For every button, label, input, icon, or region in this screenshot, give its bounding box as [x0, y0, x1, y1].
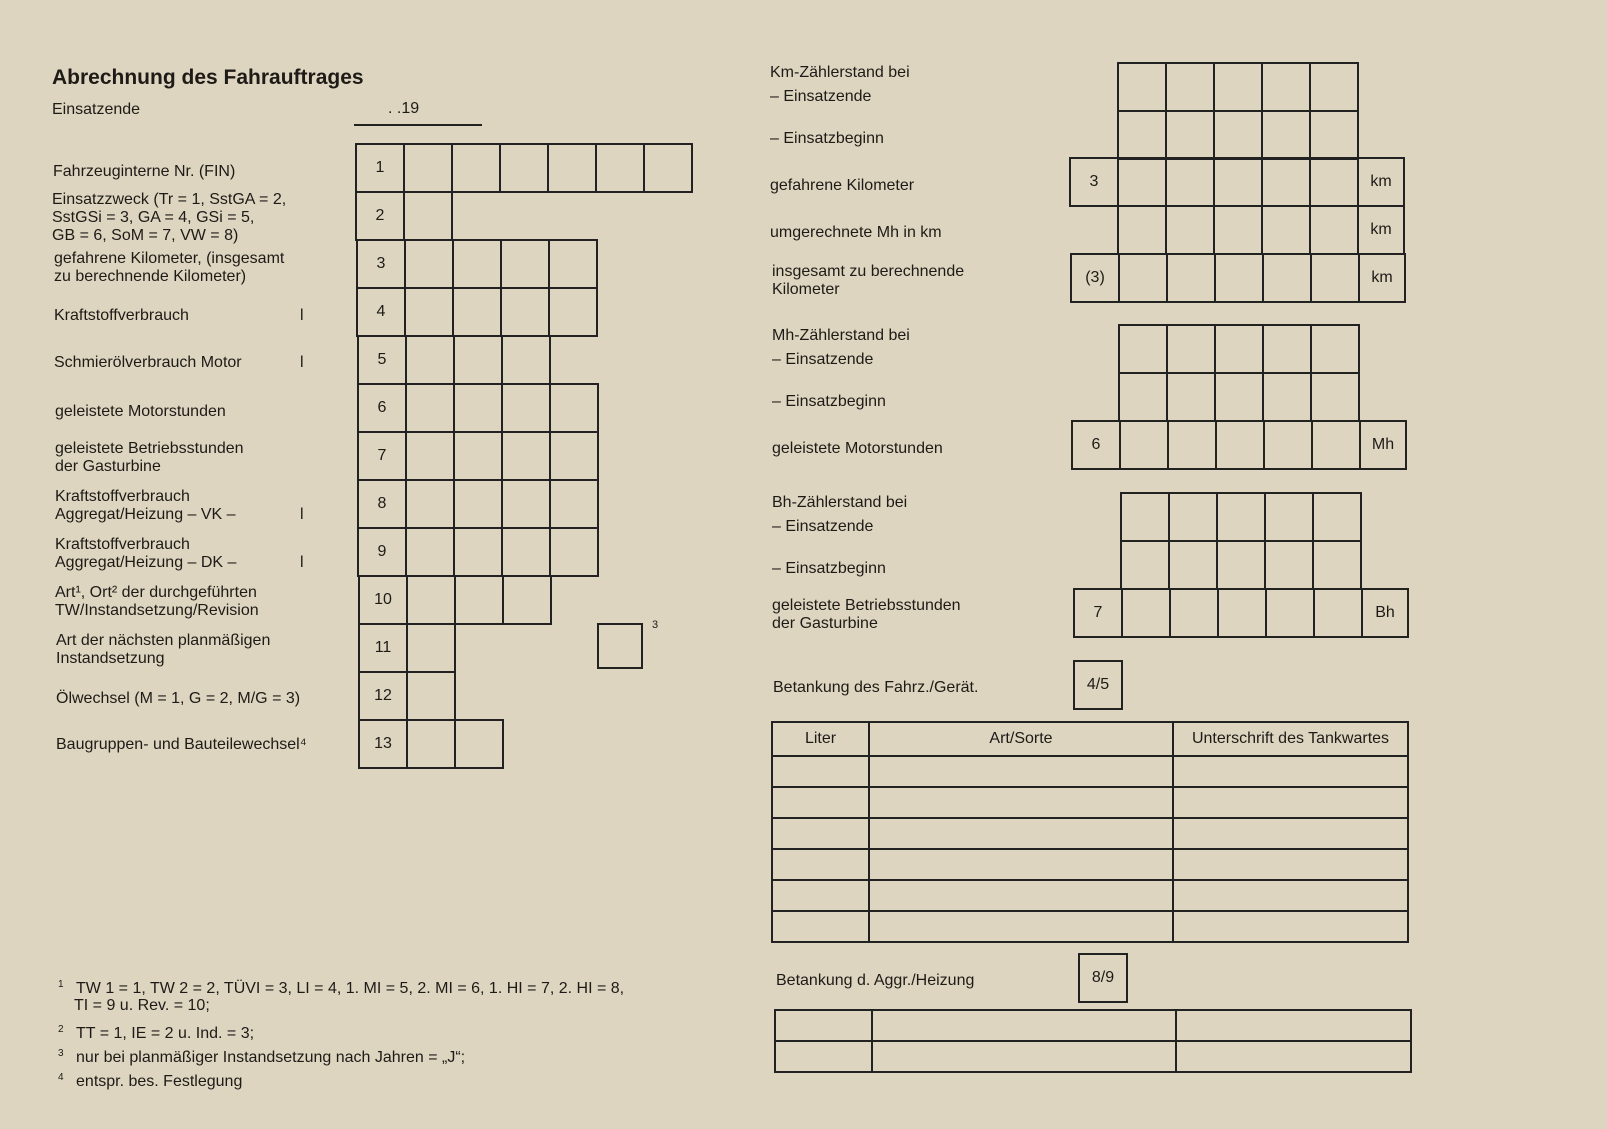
- mh-geleistet-field: [1071, 420, 1407, 470]
- footnote-mark: 2: [58, 1024, 64, 1035]
- input-cell[interactable]: [1213, 205, 1263, 255]
- input-cell[interactable]: [1309, 62, 1359, 112]
- input-cell[interactable]: [1118, 324, 1168, 374]
- input-cell[interactable]: [1168, 492, 1218, 542]
- input-cell[interactable]: [1309, 205, 1359, 255]
- table-cell[interactable]: [1173, 911, 1408, 942]
- table-row: [772, 787, 1408, 818]
- input-cell[interactable]: [549, 431, 599, 481]
- motorstunden-field: [357, 383, 599, 433]
- bauteilewechsel-field: [358, 719, 504, 769]
- input-cell[interactable]: [1165, 157, 1215, 207]
- row-10-label-line2: TW/Instandsetzung/Revision: [55, 602, 259, 619]
- input-cell[interactable]: [1265, 588, 1315, 638]
- row-5-number: 5: [357, 335, 407, 385]
- km-unit: km: [1358, 253, 1406, 303]
- table-cell[interactable]: [1173, 787, 1408, 818]
- input-cell[interactable]: [1117, 62, 1167, 112]
- input-cell[interactable]: [453, 527, 503, 577]
- betankung-aggregat-label: Betankung d. Aggr./Heizung: [776, 972, 975, 989]
- input-cell[interactable]: [1261, 62, 1311, 112]
- row-11-label: Art der nächsten planmäßigen: [56, 632, 271, 649]
- input-cell[interactable]: [501, 431, 551, 481]
- table-cell[interactable]: [1176, 1041, 1411, 1072]
- footnote-text: TT = 1, IE = 2 u. Ind. = 3;: [76, 1025, 255, 1043]
- input-cell[interactable]: [1120, 492, 1170, 542]
- km-unit: km: [1357, 157, 1405, 207]
- row-13-number: 13: [358, 719, 408, 769]
- input-cell[interactable]: [549, 383, 599, 433]
- input-cell[interactable]: [453, 335, 503, 385]
- input-cell[interactable]: [1213, 157, 1263, 207]
- table-cell[interactable]: [869, 911, 1173, 942]
- input-cell[interactable]: [405, 383, 455, 433]
- row-2-label: Einsatzzweck (Tr = 1, SstGA = 2,: [52, 191, 287, 208]
- mh-beginn-field: [1118, 372, 1360, 422]
- input-cell[interactable]: [452, 239, 502, 289]
- betankung-aggregat-code: 8/9: [1078, 953, 1128, 1003]
- input-cell[interactable]: [1169, 588, 1219, 638]
- table-row: [772, 911, 1408, 942]
- km-einsatzbeginn-label: – Einsatzbeginn: [770, 130, 884, 147]
- row-8-label: Kraftstoffverbrauch: [55, 488, 190, 505]
- km-einsatzende-label: – Einsatzende: [770, 88, 872, 105]
- mh-unit: Mh: [1359, 420, 1407, 470]
- input-cell[interactable]: [500, 239, 550, 289]
- input-cell[interactable]: [549, 527, 599, 577]
- km-gefahren-code: 3: [1069, 157, 1119, 207]
- table-cell[interactable]: [1173, 880, 1408, 911]
- input-cell[interactable]: [454, 719, 504, 769]
- bh-heading: Bh-Zählerstand bei: [772, 494, 908, 511]
- fin-cell[interactable]: [643, 143, 693, 193]
- input-cell[interactable]: [405, 527, 455, 577]
- table-row: [772, 880, 1408, 911]
- einsatzzweck-field: [355, 191, 453, 241]
- input-cell[interactable]: [406, 671, 456, 721]
- kilometer-field: [356, 239, 598, 289]
- fin-cell[interactable]: [595, 143, 645, 193]
- input-cell[interactable]: [453, 479, 503, 529]
- einsatzende-date: . .19: [388, 100, 420, 117]
- input-cell[interactable]: [453, 431, 503, 481]
- fin-cell[interactable]: [547, 143, 597, 193]
- bh-ende-field: [1120, 492, 1362, 542]
- table-cell[interactable]: [775, 1041, 872, 1072]
- input-cell[interactable]: [500, 287, 550, 337]
- table-row: [775, 1010, 1411, 1041]
- table-cell[interactable]: [869, 756, 1173, 787]
- input-cell[interactable]: [1167, 420, 1217, 470]
- input-cell[interactable]: [1118, 253, 1168, 303]
- betankung-fahrzeug-table: [771, 721, 1409, 943]
- oelwechsel-field: [358, 671, 456, 721]
- input-cell[interactable]: [1117, 110, 1167, 160]
- row-11-number: 11: [358, 623, 408, 673]
- km-umgerechnet-label: umgerechnete Mh in km: [770, 224, 942, 241]
- bh-einsatzende-label: – Einsatzende: [772, 518, 874, 535]
- row-9-number: 9: [357, 527, 407, 577]
- table-cell[interactable]: [1173, 756, 1408, 787]
- row-2-label-line3: GB = 6, SoM = 7, VW = 8): [52, 227, 239, 244]
- input-cell[interactable]: [406, 575, 456, 625]
- input-cell[interactable]: [1121, 588, 1171, 638]
- table-row: [772, 818, 1408, 849]
- footnote-mark: 4: [58, 1072, 64, 1083]
- bh-unit: Bh: [1361, 588, 1409, 638]
- table-cell[interactable]: [869, 818, 1173, 849]
- input-cell[interactable]: [1214, 372, 1264, 422]
- footnote-text: nur bei planmäßiger Instandsetzung nach Jahren = „J“;: [76, 1049, 466, 1067]
- input-cell[interactable]: [501, 479, 551, 529]
- table-cell[interactable]: [1173, 818, 1408, 849]
- table-row: [775, 1041, 1411, 1072]
- input-cell[interactable]: [404, 287, 454, 337]
- schmieroel-field: [357, 335, 551, 385]
- row-7-label: geleistete Betriebsstunden: [55, 440, 244, 457]
- footnote-1-continued: [74, 995, 210, 1016]
- km-insgesamt-label-line2: Kilometer: [772, 281, 840, 298]
- input-cell[interactable]: [1310, 253, 1360, 303]
- fin-cell[interactable]: [403, 143, 453, 193]
- row-5-unit: l: [300, 354, 304, 371]
- row-13-label: Baugruppen- und Bauteilewechsel⁴: [56, 736, 307, 753]
- input-cell[interactable]: [404, 239, 454, 289]
- row-7-number: 7: [357, 431, 407, 481]
- bh-beginn-field: [1120, 540, 1362, 590]
- table-cell[interactable]: [772, 818, 869, 849]
- kraftstoff-field: [356, 287, 598, 337]
- table-cell[interactable]: [772, 880, 869, 911]
- row-11-label-line2: Instandsetzung: [56, 650, 165, 667]
- footnote-text: entspr. bes. Festlegung: [76, 1073, 243, 1091]
- input-cell[interactable]: [452, 287, 502, 337]
- bh-geleistet-label: geleistete Betriebsstunden: [772, 597, 961, 614]
- row-12-number: 12: [358, 671, 408, 721]
- row-6-number: 6: [357, 383, 407, 433]
- input-cell[interactable]: [403, 191, 453, 241]
- mh-heading: Mh-Zählerstand bei: [772, 327, 910, 344]
- input-cell[interactable]: [1214, 324, 1264, 374]
- bh-code: 7: [1073, 588, 1123, 638]
- row-6-label: geleistete Motorstunden: [55, 403, 226, 420]
- table-cell[interactable]: [772, 756, 869, 787]
- input-cell[interactable]: [1262, 253, 1312, 303]
- kraftstoff-dk-field: [357, 527, 599, 577]
- input-cell[interactable]: [1262, 372, 1312, 422]
- input-cell[interactable]: [1312, 540, 1362, 590]
- input-cell[interactable]: [1262, 324, 1312, 374]
- input-cell[interactable]: [1310, 324, 1360, 374]
- km-gefahren-field: [1069, 157, 1405, 207]
- input-cell[interactable]: [1118, 372, 1168, 422]
- row-9-label: Kraftstoffverbrauch: [55, 536, 190, 553]
- row-7-label-line2: der Gasturbine: [55, 458, 161, 475]
- km-umgerechnet-field: [1117, 205, 1405, 255]
- input-cell[interactable]: [1309, 157, 1359, 207]
- betankung-fahrzeug-code: 4/5: [1073, 660, 1123, 710]
- bh-geleistet-field: [1073, 588, 1409, 638]
- input-cell[interactable]: [502, 575, 552, 625]
- einsatzende-label: Einsatzende: [52, 101, 141, 118]
- input-cell[interactable]: [1216, 492, 1266, 542]
- input-cell[interactable]: [501, 383, 551, 433]
- km-ende-field: [1117, 62, 1359, 112]
- fin-cell[interactable]: [499, 143, 549, 193]
- input-cell[interactable]: [1215, 420, 1265, 470]
- table-cell[interactable]: [772, 849, 869, 880]
- input-cell[interactable]: [501, 335, 551, 385]
- km-insgesamt-label: insgesamt zu berechnende: [772, 263, 965, 280]
- year-box[interactable]: [597, 623, 643, 669]
- column-header-liter: Liter: [772, 722, 869, 756]
- table-cell[interactable]: [869, 787, 1173, 818]
- mh-ende-field: [1118, 324, 1360, 374]
- input-cell[interactable]: [405, 335, 455, 385]
- row-3-number: 3: [356, 239, 406, 289]
- fin-field: [355, 143, 693, 193]
- input-cell[interactable]: [1213, 110, 1263, 160]
- input-cell[interactable]: [453, 383, 503, 433]
- table-cell[interactable]: [772, 787, 869, 818]
- input-cell[interactable]: [405, 431, 455, 481]
- row-8-label-line2: Aggregat/Heizung – VK –: [55, 506, 236, 523]
- row-9-unit: l: [300, 554, 304, 571]
- input-cell[interactable]: [1261, 157, 1311, 207]
- bh-geleistet-label-line2: der Gasturbine: [772, 615, 878, 632]
- column-header-art-sorte: Art/Sorte: [869, 722, 1173, 756]
- input-cell[interactable]: [1217, 588, 1267, 638]
- table-cell[interactable]: [872, 1010, 1176, 1041]
- input-cell[interactable]: [1310, 372, 1360, 422]
- km-beginn-field: [1117, 110, 1359, 160]
- row-3-label: gefahrene Kilometer, (insgesamt: [54, 250, 285, 267]
- input-cell[interactable]: [1214, 253, 1264, 303]
- footnote-3: [58, 1043, 465, 1068]
- input-cell[interactable]: [406, 719, 456, 769]
- row-4-unit: l: [300, 307, 304, 324]
- input-cell[interactable]: [548, 239, 598, 289]
- km-unit: km: [1357, 205, 1405, 255]
- input-cell[interactable]: [548, 287, 598, 337]
- naechste-instandsetzung-field: [358, 623, 456, 673]
- input-cell[interactable]: [1313, 588, 1363, 638]
- input-cell[interactable]: [454, 575, 504, 625]
- mh-code: 6: [1071, 420, 1121, 470]
- row-9-label-line2: Aggregat/Heizung – DK –: [55, 554, 237, 571]
- table-cell[interactable]: [772, 911, 869, 942]
- row-2-number: 2: [355, 191, 405, 241]
- input-cell[interactable]: [1166, 324, 1216, 374]
- input-cell[interactable]: [1264, 540, 1314, 590]
- input-cell[interactable]: [1165, 205, 1215, 255]
- table-cell[interactable]: [775, 1010, 872, 1041]
- table-cell[interactable]: [1176, 1010, 1411, 1041]
- table-cell[interactable]: [869, 880, 1173, 911]
- km-gefahren-label: gefahrene Kilometer: [770, 177, 915, 194]
- input-cell[interactable]: [1165, 110, 1215, 160]
- footnote-3-mark: 3: [652, 619, 659, 631]
- table-cell[interactable]: [869, 849, 1173, 880]
- input-cell[interactable]: [406, 623, 456, 673]
- row-8-unit: l: [300, 506, 304, 523]
- input-cell[interactable]: [1168, 540, 1218, 590]
- row-12-label: Ölwechsel (M = 1, G = 2, M/G = 3): [56, 690, 301, 707]
- instandsetzung-field: [358, 575, 552, 625]
- row-1-label: Fahrzeuginterne Nr. (FIN): [53, 163, 236, 180]
- input-cell[interactable]: [1264, 492, 1314, 542]
- input-cell[interactable]: [1213, 62, 1263, 112]
- betriebsstunden-field: [357, 431, 599, 481]
- footnote-mark: 1: [58, 979, 64, 990]
- input-cell[interactable]: [1312, 492, 1362, 542]
- betankung-aggregat-table: [774, 1009, 1412, 1073]
- km-insgesamt-field: [1070, 253, 1406, 303]
- km-heading: Km-Zählerstand bei: [770, 64, 910, 81]
- table-row: [772, 849, 1408, 880]
- kraftstoff-vk-field: [357, 479, 599, 529]
- input-cell[interactable]: [1120, 540, 1170, 590]
- mh-geleistet-label: geleistete Motorstunden: [772, 440, 943, 457]
- page-title: Abrechnung des Fahrauftrages: [52, 66, 364, 89]
- table-row: [772, 756, 1408, 787]
- row-4-number: 4: [356, 287, 406, 337]
- footnote-text: TW 1 = 1, TW 2 = 2, TÜVI = 3, LI = 4, 1. MI = 5, 2. MI = 6, 1. HI = 7, 2. HI = 8,: [76, 980, 625, 998]
- column-header-unterschrift: Unterschrift des Tankwartes: [1173, 722, 1408, 756]
- row-10-number: 10: [358, 575, 408, 625]
- mh-einsatzbeginn-label: – Einsatzbeginn: [772, 393, 886, 410]
- input-cell[interactable]: [1117, 205, 1167, 255]
- row-3-label-line2: zu berechnende Kilometer): [54, 268, 247, 285]
- footnote-4: [58, 1067, 242, 1092]
- input-cell[interactable]: [1261, 205, 1311, 255]
- input-cell[interactable]: [1216, 540, 1266, 590]
- input-cell[interactable]: [405, 479, 455, 529]
- footnote-mark: 3: [58, 1048, 64, 1059]
- input-cell[interactable]: [1165, 62, 1215, 112]
- input-cell[interactable]: [549, 479, 599, 529]
- fin-cell[interactable]: [451, 143, 501, 193]
- row-4-label: Kraftstoffverbrauch: [54, 307, 189, 324]
- row-8-number: 8: [357, 479, 407, 529]
- table-cell[interactable]: [1173, 849, 1408, 880]
- footnote-text: TI = 9 u. Rev. = 10;: [74, 997, 210, 1014]
- date-underline: [354, 124, 482, 126]
- input-cell[interactable]: [501, 527, 551, 577]
- input-cell[interactable]: [1166, 253, 1216, 303]
- input-cell[interactable]: [1166, 372, 1216, 422]
- input-cell[interactable]: [1311, 420, 1361, 470]
- table-cell[interactable]: [872, 1041, 1176, 1072]
- row-2-label-line2: SstGSi = 3, GA = 4, GSi = 5,: [52, 209, 255, 226]
- row-5-label: Schmierölverbrauch Motor: [54, 354, 242, 371]
- mh-einsatzende-label: – Einsatzende: [772, 351, 874, 368]
- input-cell[interactable]: [1117, 157, 1167, 207]
- km-insgesamt-code: (3): [1070, 253, 1120, 303]
- betankung-fahrzeug-label: Betankung des Fahrz./Gerät.: [773, 679, 979, 696]
- bh-einsatzbeginn-label: – Einsatzbeginn: [772, 560, 886, 577]
- input-cell[interactable]: [1119, 420, 1169, 470]
- row-10-label: Art¹, Ort² der durchgeführten: [55, 584, 257, 601]
- input-cell[interactable]: [1309, 110, 1359, 160]
- row-1-number: 1: [355, 143, 405, 193]
- input-cell[interactable]: [1261, 110, 1311, 160]
- input-cell[interactable]: [1263, 420, 1313, 470]
- footnote-2: [58, 1019, 254, 1044]
